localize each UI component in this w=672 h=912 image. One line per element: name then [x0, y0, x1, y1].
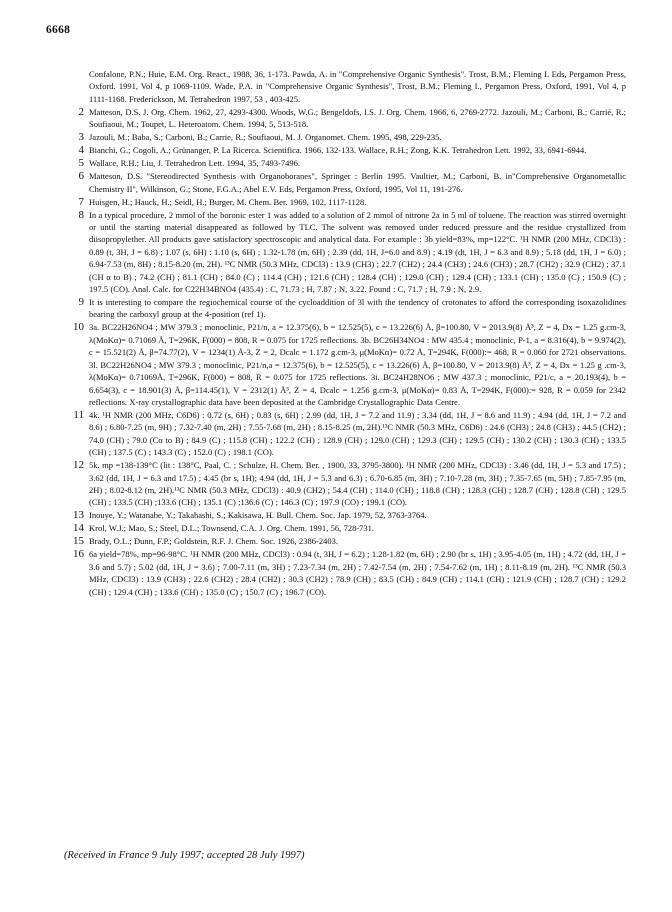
reference-text: Krol, W.J.; Mao, S.; Steel, D.L.; Townsend, C.A. J. Org. Chem. 1991, 56, 728-731.	[89, 523, 375, 534]
reference-text: Matteson, D.S. J. Org. Chem. 1962, 27, 4293-4300. Woods, W.G.; Bengeldofs, I.S. J. Org. Chem. 1966, 6, 2769-2772. Jazouli, M.; Carboni, B.; Carrié, R.; Soufiaoui, M.; Toupet, L. Heteroatom. Chem. 1994, 5, 513-518.	[89, 106, 626, 130]
reference-number: 9	[78, 296, 84, 309]
reference-number: 6	[78, 170, 84, 183]
reference-number: 5	[78, 157, 84, 170]
reference-number: 13	[73, 509, 84, 522]
reference-item	[66, 170, 626, 195]
reference-text: Bianchi, G.; Cogoli, A.; Grünanger, P. La Ricerca. Scientifica. 1966, 132-133. Wallace, R.H.; Zong, K.K. Tetrahedron Lett. 1992, 33, 6941-6944.	[89, 145, 587, 156]
reference-item	[66, 196, 626, 208]
reference-item	[66, 535, 626, 547]
reference-text: Wallace, R.H.; Liu, J. Tetrahedron Lett. 1994, 35, 7493-7496.	[89, 158, 300, 169]
reference-number: 14	[73, 522, 84, 535]
reference-number: 7	[78, 195, 84, 208]
reference-number: 2	[78, 105, 84, 118]
reference-text: Jazouli, M.; Baba, S.; Carboni, B.; Carrie, R.; Soufiaoui, M. J. Organomet. Chem. 1995, 498, 229-235.	[89, 132, 442, 143]
reference-text: 3a. BC22H26NO4 ; MW 379.3 ; monoclinic, P21/n, a = 12.375(6), b = 12.525(5), c = 13.226(6) Å, β=100.80, V = 2013.9(8) Å³, Z = 4, Dx = 1.25 g.cm-3, λ(MoKα)= 0.71069 Å, T=296K, F(000) = 808, R = 0.075 for 1725 reflections. 3b. BC26H34NO4 : MW 435.4 ; monoclinic, P-1, a = 8.316(4), b = 9.974(2), c = 15.521(2) Å, β=74.77(2), V = 1234(1) Å-3, Z = 2, Dcalc = 1.172 g.cm-3, μ(MoKα)= 0.72 Å, T=294K, F(000):= 468, R = 0.060 for 2721 observations. 3l. BC22H26NO4 ; MW 379.3 ; monoclinic, P21/n,a = 12.375(6), b = 12.525(5), c = 13.226(6) Å, β=100.80, V = 2013.9(8) Å³, Z = 4, Dx = 1.25 g .cm-3, λ(MoKα)= 0.71069Å, T=296K, F(000) = 808, R = 0.075 for 1725 reflections. 3i. BC24H28NO6 ; MW 437.3 ; monoclinic, P21/c, a = 20.193(4), b = 6.654(3), c = 18.901(3) Å, β=114.45(1), V = 2312(1) Å³, Z = 4, Dcalc = 1.256 g.cm-3, μ(MoKα)= 0.83 Å, T=294K, F(000):= 928, R = 0.059 for 2342 reflections. X-ray crystallographic data have been deposited at the Cambridge Crystallographic Data Centre.	[89, 322, 626, 407]
reference-item	[66, 509, 626, 521]
reference-text: 5k. mp =138-139°C (lit : 138°C, Paal, C. ; Schulze, H. Chem. Ber. , 1900, 33, 3795-3800). ¹H NMR (200 MHz, CDCl3) : 3.46 (dd, 1H, J = 5.3 and 17.5) ; 3.62 (dd, 1H, J = 6.3 and 17.5) ; 4.45 (br s, 1H); 4.94 (dd, 1H, J = 5.3 and 6.3) ; 6.70-6.85 (m, 3H) ; 7.10-7.28 (m, 3H) ; 7.35-7.65 (m, 5H) ; 7.85-7.95 (m, 2H) ; 8.02-8.12 (m, 2H).¹³C NMR (50.3 MHz, CDCl3) : 40.9 (CH2) ; 54.4 (CH) ; 114.0 (CH) ; 118.8 (CH) ; 128.3 (CH) ; 128.7 (CH) ; 128.8 (CH) ; 129.5 (CH) ; 133.5 (CH) ;133.6 (CH) ; 135.1 (C) ;136.6 (C) ; 146.3 (C) ; 197.9 (CO) ; 199.1 (CO).	[89, 460, 626, 508]
reference-item	[66, 409, 626, 459]
reference-number: 4	[78, 144, 84, 157]
reference-number: 3	[78, 131, 84, 144]
reference-text: In a typical procedure, 2 mmol of the boronic ester 1 was added to a solution of 2 mmol of nitrone 2a in 5 ml of toluene. The reaction was stirred overnight or until the starting material disappeared as followed by TLC. The solvent was removed under reduced pressure and the residue crystallized from diisopropylether. All products gave satisfactory spectroscopic and analytical data. For example : 3b yield=83%, mp=122°C. ¹H NMR (200 MHz, CDCl3) : 0.89 (t, 3H, J = 6.8) ; 1.07 (s, 6H) : 1.10 (s, 6H) ; 1.32-1.78 (m, 6H) ; 2.39 (dd, 1H, J=6.0 and 8.9) ; 4.19 (dt, 1H, J = 6.3 and 8.9) ; 5.18 (dd, 1H, J = 6.0) ; 6.94-7.53 (m, 8H) ; 8.15-8.20 (m, 2H). ¹³C NMR (50.3 MHz, CDCl3) : 13.9 (CH3) ; 22.7 (CH2) ; 24.4 (CH3) ; 24.6 (CH3) ; 28.7 (CH2) ; 32.9 (CH2) ; 37.1 (CH α to B) ; 74.2 (CH) ; 81.1 (CH) ; 84.0 (C) ; 114.4 (CH) ; 121.6 (CH) ; 128.4 (CH) ; 129.0 (CH) ; 129.4 (CH) ; 133.1 (CH) ; 135.0 (C) ; 150.9 (C) ; 197.5 (CO). Anal. Calc. for C22H34BNO4 (435.4) : C, 71.73 ; H, 7.87 ; N, 3.22. Found : C, 71.7 ; H, 7.9 ; N, 2.9.	[89, 209, 626, 295]
reference-text: 4k. ¹H NMR (200 MHz, C6D6) : 0.72 (s, 6H) ; 0.83 (s, 6H) ; 2.99 (dd, 1H, J = 7.2 and 11.9) ; 3.34 (dd, 1H, J = 8.6 and 11.9) ; 4.94 (dd, 1H, J = 7.2 and 8.6) ; 6.80-7.25 (m, 9H) ; 7.32-7.40 (m, 2H) ; 7.55-7.68 (m, 2H) ; 8.15-8.25 (m, 2H).¹³C NMR (50.3 MHz, C6D6) : 24.6 (CH3) ; 24.8 (CH3) ; 44.5 (CH2) ; 74.0 (CH) ; 79.0 (Cα to B) ; 84.9 (C) ; 115.8 (CH) ; 122.2 (CH) ; 128.9 (CH) ; 129.0 (CH) ; 129.3 (CH) ; 129.5 (CH) ; 130.2 (CH) ; 130.3 (CH) ; 133.5 (CH) ; 137.5 (C) ; 143.3 (C) ; 152.0 (C) ; 198.1 (CO).	[89, 409, 626, 458]
reference-text: Brady, O.L.; Dunn, F.P.; Goldstein, R.F. J. Chem. Soc. 1926, 2386-2403.	[89, 536, 338, 547]
reference-text: Matteson, D.S. "Stereodirected Synthesis with Organoboranes", Springer : Berlin 1995. Vaultier, M.; Carboni, B. in"Comprehensive Organometallic Chemistry II", Wilkinson, G.; Stone, F.G.A.; Abel E.V. Eds, Pergamon Press, Oxford, 1995, Vol 11, 191-276.	[89, 171, 626, 194]
reference-item	[66, 459, 626, 509]
reference-number: 15	[73, 535, 84, 548]
reference-item	[66, 157, 626, 169]
reference-number: 16	[73, 548, 84, 561]
reference-number: 12	[73, 459, 84, 472]
reference-item	[66, 68, 626, 105]
reference-item	[66, 131, 626, 143]
reference-item	[66, 144, 626, 156]
reference-item	[66, 321, 626, 408]
reference-number: 8	[78, 208, 84, 221]
reference-text: Inouye, Y.; Watanabe, Y.; Takahashi, S.; Kakisawa, H. Bull. Chem. Soc. Jap. 1979, 52, 3763-3764.	[89, 510, 427, 521]
reference-list	[66, 68, 626, 599]
reference-number: 11	[73, 408, 84, 421]
reference-item	[66, 209, 626, 296]
reference-text: 6a yield=78%, mp=96-98°C. ¹H NMR (200 MHz, CDCl3) : 0.94 (t, 3H, J = 6.2) ; 1.28-1.82 (m, 6H) ; 2.90 (br s, 1H) ; 3.95-4.05 (m, 1H) ; 4.72 (dd, 1H, J = 3.6 and 5.7) ; 5.02 (dd, 1H, J = 3.6) ; 7.00-7.11 (m, 3H) ; 7.23-7.34 (m, 2H) ; 7.42-7.54 (m, 2H) ; 7.54-7.62 (m, 1H) ; 8.11-8.19 (m, 2H). ¹³C NMR (50.3 MHz, CDCl3) : 13.9 (CH3) ; 22.6 (CH2) ; 28.4 (CH2) ; 30.3 (CH2) ; 78.9 (CH) ; 83.5 (CH) ; 84.9 (CH) ; 114.1 (CH) ; 121.9 (CH) ; 128.7 (CH) ; 129.2 (CH) ; 129.4 (CH) ; 133.6 (CH) ; 135.0 (C) ; 150.7 (C) ; 196.7 (CO).	[89, 549, 626, 597]
reference-text: Huisgen, H.; Hauck, H.; Seidl, H.; Burger, M. Chem. Ber. 1969, 102, 1117-1128.	[89, 196, 367, 207]
reference-text: It is interesting to compare the regiochemical course of the cycloaddition of 3l with the tendency of crotonates to afford the corresponding isoxazolidines bearing the carboxyl group at the 4-position (ref 1).	[89, 297, 626, 320]
reference-item	[66, 548, 626, 598]
reference-item	[66, 106, 626, 131]
reference-item	[66, 296, 626, 321]
page-number: 6668	[46, 24, 71, 36]
received-accepted-line: (Received in France 9 July 1997; accepted 28 July 1997)	[64, 850, 305, 861]
reference-number: 10	[73, 321, 84, 334]
reference-item	[66, 522, 626, 534]
reference-text: Confalone, P.N.; Huie, E.M. Org. React., 1988, 36, 1-173. Pawda, A. in "Comprehensive Organic Synthesis". Trost, B.M.; Fleming I. Eds, Pergamon Press, Oxford. 1991, Vol 4, p 1069-1109. Wade, P.A. in "Comprehensive Organic Synthesis", Trost, B.M.; Fleming I., Pergamon Press, Oxford, 1991, Vol 4, p 1111-1168. Frederickson, M. Tetrahedron 1997, 53 , 403-425.	[89, 69, 626, 104]
